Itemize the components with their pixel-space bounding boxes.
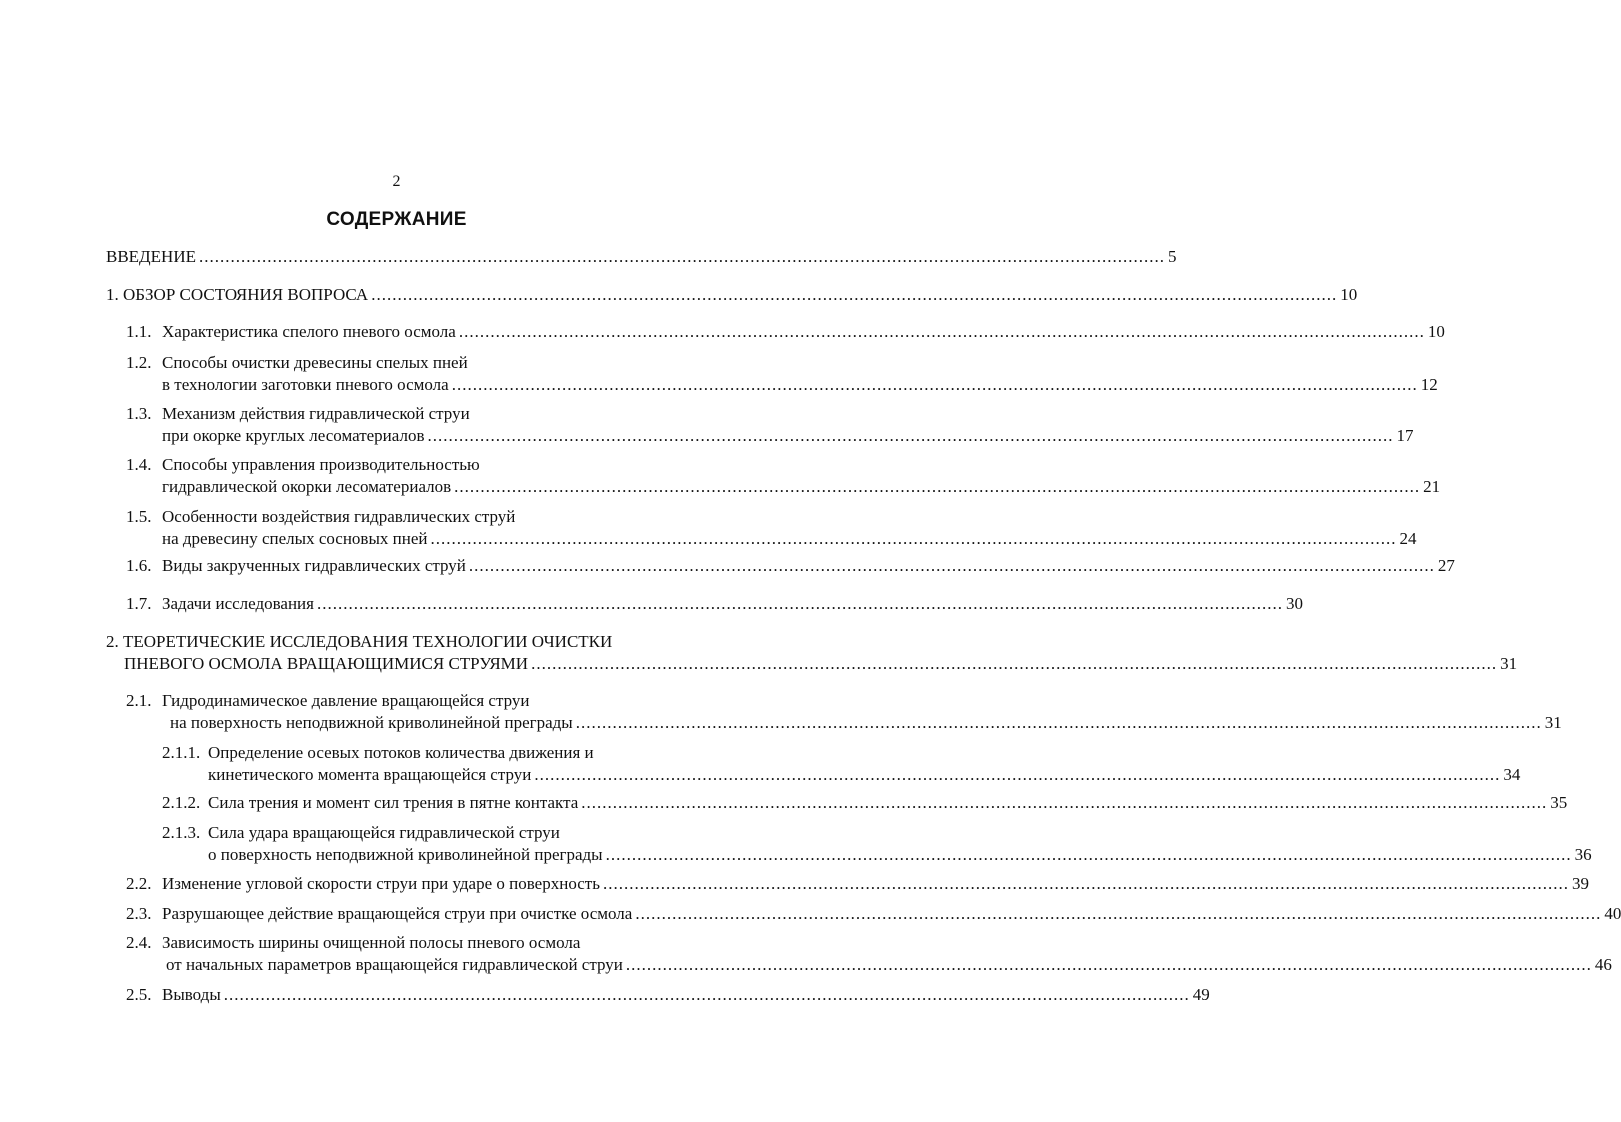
toc-entry-title: Механизм действия гидравлической струи [162, 404, 470, 423]
toc-entry-number: 2.1.1. [162, 743, 201, 762]
page-number: 2 [392, 173, 401, 190]
toc-entry-title: Особенности воздействия гидравлических струй [162, 507, 516, 526]
toc-entry-title: Характеристика спелого пневого осмола [162, 322, 456, 341]
toc-entry-number: 1.3. [126, 404, 152, 423]
toc-entry-page: 40 [1604, 904, 1621, 923]
dot-leader: ........................................................................................................................................................................................ [316, 594, 1283, 613]
dot-leader: ........................................................................................................................................................................................ [468, 556, 1435, 575]
toc-entry-page: 12 [1420, 375, 1438, 394]
toc-entry-2-1-2[interactable] [162, 792, 1568, 814]
toc-entry-page: 30 [1285, 594, 1303, 613]
toc-entry-title: 1. ОБЗОР СОСТОЯНИЯ ВОПРОСА [106, 285, 369, 304]
toc-entry-page: 35 [1550, 793, 1568, 812]
dot-leader: ........................................................................................................................................................................................ [454, 477, 1421, 496]
toc-entry-1-3-cont[interactable] [162, 425, 1414, 447]
toc-entry-ch2[interactable] [106, 631, 740, 653]
toc-entry-title: Гидродинамическое давление вращающейся струи [162, 691, 530, 710]
dot-leader: ........................................................................................................................................................................................ [581, 793, 1548, 812]
toc-entry-page: 17 [1396, 426, 1414, 445]
toc-entry-page: 31 [1544, 713, 1562, 732]
toc-entry-title: Сила удара вращающейся гидравлической струи [208, 823, 560, 842]
toc-entry-page: 39 [1571, 874, 1589, 893]
toc-entry-2-4[interactable] [126, 932, 740, 954]
toc-entry-number: 2.3. [126, 904, 152, 923]
toc-entry-1-5-cont[interactable] [162, 528, 1417, 550]
toc-entry-page: 10 [1427, 322, 1445, 341]
dot-leader: ........................................................................................................................................................................................ [605, 845, 1572, 864]
toc-entry-number: 1.4. [126, 455, 152, 474]
toc-entry-title: Сила трения и момент сил трения в пятне контакта [208, 793, 579, 812]
toc-entry-page: 36 [1574, 845, 1592, 864]
toc-entry-number: 1.1. [126, 322, 152, 341]
dot-leader: ........................................................................................................................................................................................ [635, 904, 1602, 923]
toc-entry-page: 34 [1503, 765, 1521, 784]
toc-entry-title-cont: в технологии заготовки пневого осмола [162, 375, 449, 394]
toc-entry-title: Способы управления производительностью [162, 455, 480, 474]
toc-entry-title-cont: при окорке круглых лесоматериалов [162, 426, 425, 445]
toc-entry-1-7[interactable] [126, 593, 1303, 615]
toc-entry-2-1[interactable] [126, 690, 740, 712]
dot-leader: ........................................................................................................................................................................................ [531, 654, 1498, 673]
dot-leader: ........................................................................................................................................................................................ [451, 375, 1418, 394]
toc-entry-page: 5 [1167, 247, 1177, 266]
dot-leader: ........................................................................................................................................................................................ [371, 285, 1338, 304]
toc-entry-1-2[interactable] [126, 352, 740, 374]
toc-entry-1-2-cont[interactable] [162, 374, 1438, 396]
toc-entry-title-cont: гидравлической окорки лесоматериалов [162, 477, 452, 496]
toc-entry-title: Выводы [162, 985, 221, 1004]
toc-entry-page: 46 [1594, 955, 1612, 974]
toc-entry-title: Изменение угловой скорости струи при ударе о поверхность [162, 874, 600, 893]
toc-entry-number: 1.6. [126, 556, 152, 575]
toc-entry-number: 2.1. [126, 691, 152, 710]
toc-entry-1-6[interactable] [126, 555, 1455, 577]
toc-entry-title: Способы очистки древесины спелых пней [162, 353, 468, 372]
toc-entry-title-cont: на поверхность неподвижной криволинейной преграды [170, 713, 573, 732]
toc-entry-title: Зависимость ширины очищенной полосы пневого осмола [162, 933, 581, 952]
toc-entry-title: Задачи исследования [162, 594, 314, 613]
toc-entry-2-3[interactable] [126, 903, 1621, 925]
toc-entry-2-4-cont[interactable] [166, 954, 1612, 976]
dot-leader: ........................................................................................................................................................................................ [430, 529, 1397, 548]
dot-leader: ........................................................................................................................................................................................ [427, 426, 1394, 445]
dot-leader: ........................................................................................................................................................................................ [602, 874, 1569, 893]
toc-entry-page: 21 [1423, 477, 1441, 496]
toc-entry-title-cont: от начальных параметров вращающейся гидравлической струи [166, 955, 623, 974]
toc-entry-page: 31 [1500, 654, 1518, 673]
toc-entry-1-4-cont[interactable] [162, 476, 1441, 498]
toc-entry-intro[interactable] [106, 246, 1177, 268]
toc-entry-ch2-cont[interactable] [124, 653, 1518, 675]
toc-entry-title: ВВЕДЕНИЕ [106, 247, 196, 266]
toc-entry-title: 2. ТЕОРЕТИЧЕСКИЕ ИССЛЕДОВАНИЯ ТЕХНОЛОГИИ ОЧИСТКИ [106, 632, 613, 651]
toc-entry-2-2[interactable] [126, 873, 1589, 895]
toc-entry-title: Виды закрученных гидравлических струй [162, 556, 466, 575]
toc-entry-number: 2.2. [126, 874, 152, 893]
toc-entry-title: Разрушающее действие вращающейся струи при очистке осмола [162, 904, 633, 923]
toc-entry-1-5[interactable] [126, 506, 740, 528]
toc-entry-2-1-3-cont[interactable] [208, 844, 1592, 866]
toc-entry-number: 1.5. [126, 507, 152, 526]
page-title: СОДЕРЖАНИЕ [326, 209, 467, 230]
toc-entry-page: 24 [1399, 529, 1417, 548]
toc-entry-title: Определение осевых потоков количества движения и [208, 743, 594, 762]
toc-entry-title-cont: ПНЕВОГО ОСМОЛА ВРАЩАЮЩИМИСЯ СТРУЯМИ [124, 654, 529, 673]
toc-entry-number: 2.4. [126, 933, 152, 952]
dot-leader: ........................................................................................................................................................................................ [625, 955, 1592, 974]
toc-entry-number: 2.1.2. [162, 793, 201, 812]
toc-entry-2-1-1[interactable] [162, 742, 740, 764]
toc-entry-page: 10 [1340, 285, 1358, 304]
dot-leader: ........................................................................................................................................................................................ [223, 985, 1190, 1004]
toc-entry-ch1[interactable] [106, 284, 1358, 306]
toc-entry-1-4[interactable] [126, 454, 740, 476]
dot-leader: ........................................................................................................................................................................................ [575, 713, 1542, 732]
dot-leader: ........................................................................................................................................................................................ [458, 322, 1425, 341]
dot-leader: ........................................................................................................................................................................................ [198, 247, 1165, 266]
toc-entry-2-1-3[interactable] [162, 822, 740, 844]
toc-entry-number: 2.1.3. [162, 823, 201, 842]
dot-leader: ........................................................................................................................................................................................ [534, 765, 1501, 784]
toc-entry-1-1[interactable] [126, 321, 1445, 343]
toc-entry-title-cont: кинетического момента вращающейся струи [208, 765, 532, 784]
toc-entry-2-1-1-cont[interactable] [208, 764, 1521, 786]
toc-entry-page: 27 [1437, 556, 1455, 575]
toc-entry-2-1-cont[interactable] [170, 712, 1562, 734]
toc-entry-2-5[interactable] [126, 984, 1210, 1006]
toc-entry-number: 1.7. [126, 594, 152, 613]
toc-entry-page: 49 [1192, 985, 1210, 1004]
toc-entry-title-cont: на древесину спелых сосновых пней [162, 529, 428, 548]
toc-entry-title-cont: о поверхность неподвижной криволинейной преграды [208, 845, 603, 864]
toc-entry-number: 2.5. [126, 985, 152, 1004]
toc-entry-1-3[interactable] [126, 403, 740, 425]
toc-entry-number: 1.2. [126, 353, 152, 372]
